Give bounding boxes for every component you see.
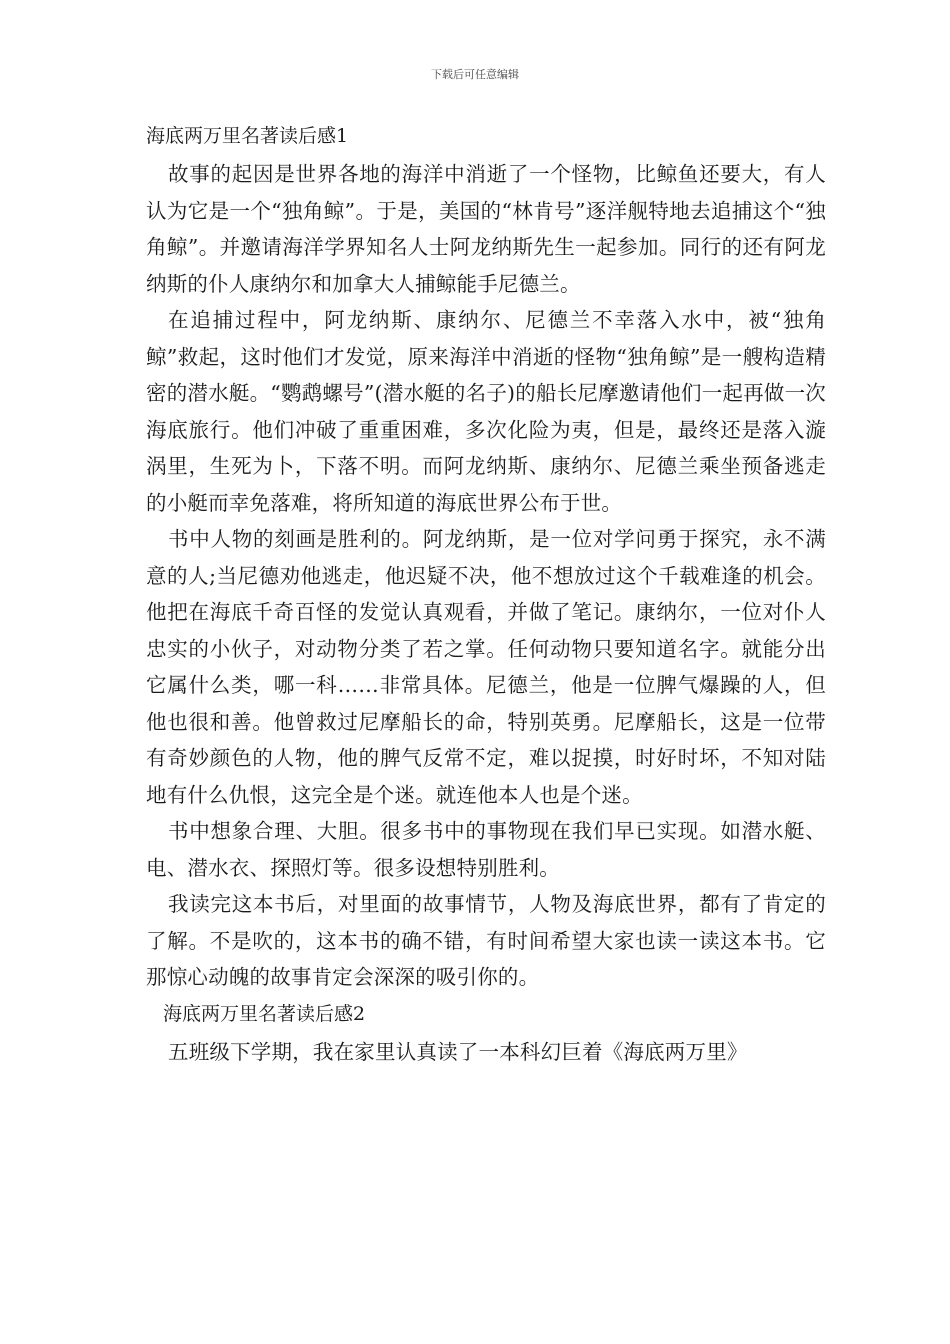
essay-section-2 [146,996,826,1071]
paragraph: 故事的起因是世界各地的海洋中消逝了一个怪物，比鲸鱼还要大，有人认为它是一个“独角鲸”。于是，美国的“林肯号”逐洋舰特地去追捕这个“独角鲸”。并邀请海洋学界知名人士阿龙纳斯先生一起参加。同行的还有阿龙纳斯的仆人康纳尔和加拿大人捕鲸能手尼德兰。 [146,162,826,296]
paragraph: 书中想象合理、大胆。很多书中的事物现在我们早已实现。如潜水艇、电、潜水衣、探照灯等。很多设想特别胜利。 [146,819,826,880]
paragraph: 我读完这本书后，对里面的故事情节，人物及海底世界，都有了肯定的了解。不是吹的，这本书的确不错，有时间希望大家也读一读这本书。它那惊心动魄的故事肯定会深深的吸引你的。 [146,892,826,989]
page-header: 下载后可任意编辑 [431,68,519,81]
essay-title: 海底两万里名著读后感1 [146,125,349,147]
essay-title: 海底两万里名著读后感2 [163,1002,366,1025]
essay-section-1 [146,118,826,996]
paragraph: 在追捕过程中，阿龙纳斯、康纳尔、尼德兰不幸落入水中，被“独角鲸”救起，这时他们才发觉，原来海洋中消逝的怪物“独角鲸”是一艘构造精密的潜水艇。“鹦鹉螺号”(潜水艇的名子)的船长尼摩邀请他们一起再做一次海底旅行。他们冲破了重重困难，多次化险为夷，但是，最终还是落入漩涡里，生死为卜，下落不明。而阿龙纳斯、康纳尔、尼德兰乘坐预备逃走的小艇而幸免落难，将所知道的海底世界公布于世。 [146,308,826,515]
paragraph: 书中人物的刻画是胜利的。阿龙纳斯，是一位对学问勇于探究，永不满意的人;当尼德劝他逃走，他迟疑不决，他不想放过这个千载难逢的机会。他把在海底千奇百怪的发觉认真观看，并做了笔记。康纳尔，一位对仆人忠实的小伙子，对动物分类了若之掌。任何动物只要知道名字。就能分出它属什么类，哪一科……非常具体。尼德兰，他是一位脾气爆躁的人，但他也很和善。他曾救过尼摩船长的命，特别英勇。尼摩船长，这是一位带有奇妙颜色的人物，他的脾气反常不定，难以捉摸，时好时坏，不知对陆地有什么仇恨，这完全是个迷。就连他本人也是个迷。 [146,527,826,807]
paragraph: 五班级下学期，我在家里认真读了一本科幻巨着《海底两万里》 [168,1039,748,1064]
document-body [146,118,826,1070]
